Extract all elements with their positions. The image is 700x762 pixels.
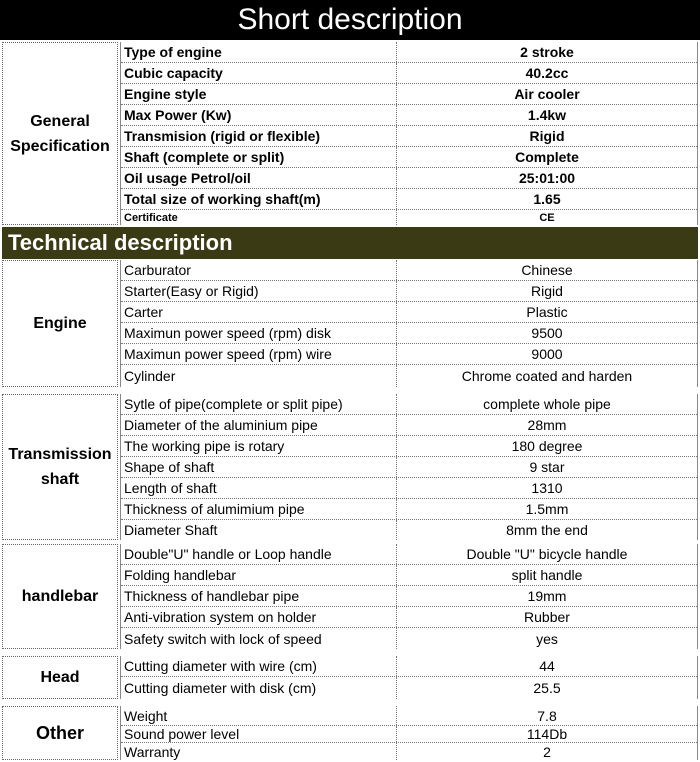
spec-value: 25:01:00 [518,170,576,186]
spec-value: Chrome coated and harden [461,368,633,384]
spec-key: Sound power level [121,726,397,742]
spec-value: 2 [543,743,551,760]
spec-key: Cutting diameter with disk (cm) [121,677,397,699]
spec-value: Rigid [529,128,565,144]
spec-key: Carburator [121,260,397,280]
table-row [121,105,697,126]
spec-value: 9000 [531,346,563,362]
spec-key: Folding handlebar [121,565,397,585]
spec-value: 1.5mm [525,501,569,517]
other-section [2,706,698,760]
table-row [121,457,697,478]
general-specification-label: General Specification [2,42,118,225]
table-row [121,607,697,628]
spec-key: Carter [121,302,397,322]
table-row [121,168,697,189]
spec-key: Anti-vibration system on holder [121,607,397,627]
transmission-shaft-section [2,394,698,540]
spec-key: Safety switch with lock of speed [121,628,397,649]
spec-value: 9500 [531,325,563,341]
spec-value: 25.5 [533,680,561,696]
handlebar-rows [120,544,698,649]
table-row [121,478,697,499]
spec-value: 114Db [526,726,568,742]
handlebar-label: handlebar [2,544,118,649]
table-row [121,743,697,760]
spec-key: Certificate [121,210,397,225]
head-section [2,656,698,699]
table-row [121,42,697,63]
engine-rows [120,260,698,387]
spec-value: 44 [539,658,555,674]
table-row [121,281,697,302]
table-row [121,63,697,84]
table-row [121,726,697,743]
spec-key: Weight [121,706,397,725]
table-row [121,544,697,565]
table-row [121,706,697,726]
spec-value: 1310 [531,480,563,496]
spec-value: Rigid [531,283,563,299]
spec-value: 8mm the end [506,522,588,538]
spec-value: Air cooler [514,86,580,102]
spec-key: Cubic capacity [121,63,397,83]
spec-key: Maximun power speed (rpm) wire [121,344,397,364]
spec-key: Oil usage Petrol/oil [121,168,397,188]
spec-key: Shaft (complete or split) [121,147,397,167]
spec-key: Type of engine [121,42,397,62]
head-rows [120,656,698,699]
spec-key: Maximun power speed (rpm) disk [121,323,397,343]
spec-key: Sytle of pipe(complete or split pipe) [121,394,397,414]
spec-value: Double "U" bicycle handle [466,546,628,562]
spec-value: 7.8 [537,707,557,724]
spec-value: 1.65 [533,191,561,207]
short-description-title: Short description [0,0,700,40]
technical-description-title: Technical description [2,227,698,259]
spec-key: Cylinder [121,365,397,387]
spec-key: Thickness of handlebar pipe [121,586,397,606]
table-row [121,323,697,344]
spec-key: Diameter of the aluminium pipe [121,415,397,435]
table-row [121,586,697,607]
spec-key: Max Power (Kw) [121,105,397,125]
table-row [121,394,697,415]
table-row [121,520,697,540]
table-row [121,499,697,520]
spec-value: complete whole pipe [483,396,611,412]
table-row [121,126,697,147]
general-specification-section [2,42,698,225]
other-label: Other [2,706,118,760]
head-label: Head [2,656,118,699]
spec-key: Diameter Shaft [121,520,397,540]
table-row [121,656,697,677]
spec-key: Engine style [121,84,397,104]
table-row [121,436,697,457]
spec-value: split handle [511,567,583,583]
spec-value: 180 degree [511,438,583,454]
table-row [121,147,697,168]
table-row [121,210,697,225]
spec-value: 1.4kw [527,107,567,123]
table-row [121,365,697,387]
spec-value: yes [536,630,558,647]
table-row [121,302,697,323]
table-row [121,344,697,365]
table-row [121,628,697,649]
spec-value: 9 star [529,459,565,475]
spec-value: Rubber [524,609,570,625]
engine-label: Engine [2,260,118,387]
spec-key: The working pipe is rotary [121,436,397,456]
spec-key: Length of shaft [121,478,397,498]
spec-value: 28mm [527,417,567,433]
spec-key: Cutting diameter with wire (cm) [121,656,397,676]
spec-key: Thickness of alumimium pipe [121,499,397,519]
table-row [121,84,697,105]
engine-section [2,260,698,387]
table-row [121,189,697,210]
spec-value: 2 stroke [520,44,574,60]
handlebar-section [2,544,698,649]
other-rows [120,706,698,760]
spec-value: CE [539,211,555,224]
spec-key: Double"U" handle or Loop handle [121,544,397,564]
table-row [121,565,697,586]
spec-key: Shape of shaft [121,457,397,477]
spec-value: Complete [515,149,579,165]
spec-value: Chinese [521,262,573,278]
spec-value: Plastic [526,304,568,320]
table-row [121,415,697,436]
spec-value: 19mm [527,588,567,604]
spec-key: Total size of working shaft(m) [121,189,397,209]
spec-key: Starter(Easy or Rigid) [121,281,397,301]
spec-key: Transmision (rigid or flexible) [121,126,397,146]
transmission-shaft-label: Transmission shaft [2,394,118,540]
spec-value: 40.2cc [525,65,569,81]
spec-key: Warranty [121,743,397,760]
transmission-shaft-rows [120,394,698,540]
table-row [121,260,697,281]
general-specification-rows [120,42,698,225]
table-row [121,677,697,699]
